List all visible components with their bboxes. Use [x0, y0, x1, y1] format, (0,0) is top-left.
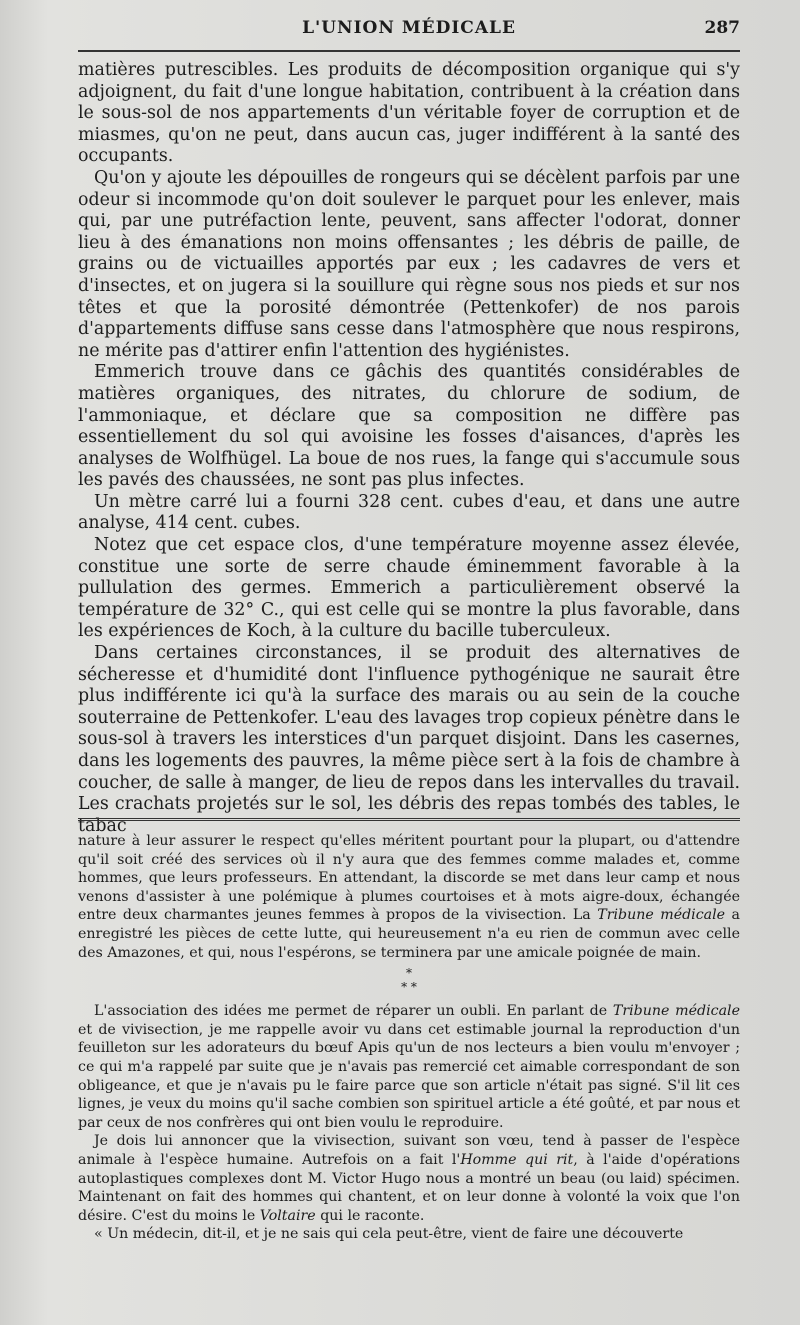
note-3-italic-2: Voltaire: [259, 1207, 316, 1224]
note-paragraph-4: « Un médecin, dit-il, et je ne sais qui cela peut-être, vient de faire une découverte: [94, 1226, 684, 1243]
paragraph-6: Dans certaines circonstances, il se produit des alternatives de sécheresse et d'humidité dont l'influence pythogénique ne saurait être plus indifférente ici qu'à la surface des marais ou au sein de la couche souterraine de Pettenkofer. L'eau des lavages trop copieux pénètre dans le sous-sol à travers les interstices d'un parquet disjoint. Dans les casernes, dans les logements des pauvres, la même pièce sert à la fois de chambre à coucher, de salle à manger, de lieu de repos dans les intervalles du travail. Les crachats projetés sur le sol, les débris des repas tombés des tables, le tabac: [78, 643, 740, 836]
paragraph-3: Emmerich trouve dans ce gâchis des quantités considérables de matières organiques, des nitrates, du chlorure de sodium, de l'ammoniaque, et déclare que sa composition ne diffère pas essentiellement du sol qui avoisine les fosses d'aisances, d'après les analyses de Wolfhügel. La boue de nos rues, la fange qui s'accumule sous les pavés des chaussées, ne sont pas plus infectes.: [78, 362, 740, 491]
note-3-italic-1: Homme qui rit: [460, 1151, 574, 1168]
paragraph-1: matières putrescibles. Les produits de décomposition organique qui s'y adjoignent, du fait d'une longue habitation, contribuent à la création dans le sous-sol de nos appartements d'un véritable foyer de corruption et de miasmes, qu'on ne peut, dans aucun cas, juger indifférent à la santé des occupants.: [78, 60, 740, 167]
feuilleton-text: [78, 832, 740, 1244]
header-rule: [78, 50, 740, 52]
page-number: 287: [704, 18, 740, 38]
main-text: [78, 60, 740, 837]
note-paragraph-3: [78, 1132, 740, 1225]
note-3-text-b: , à l'aide d'opérations autoplastiques complexes dont M. Victor Hugo nous a montré un beau (ou laid) spécimen. Maintenant on fait des hommes qui chantent, et on leur donne à volonté la voix que l'on désire. C'est du moins le: [78, 1151, 740, 1224]
note-2-text-b: et de vivisection, je me rappelle avoir vu dans cet estimable journal la reproduction d'un feuilleton sur les adorateurs du bœuf Apis qu'un de nos lecteurs a bien voulu m'envoyer ; ce qui m'a rappelé par suite que je n'avais pas remercié cet aimable correspondant de son obligeance, et que je n'avais pu le faire parce que son article n'était pas signé. S'il lit ces lignes, je veux du moins qu'il sache combien son spirituel article a été goûté, et par nous et par ceux de nos confrères qui ont bien voulu le reproduire.: [78, 1021, 740, 1131]
paragraph-5: Notez que cet espace clos, d'une température moyenne assez élevée, constitue une sorte de serre chaude éminemment favorable à la pullulation des germes. Emmerich a particulièrement observé la température de 32° C., qui est celle qui se montre la plus favorable, dans les expériences de Koch, à la culture du bacille tuberculeux.: [78, 535, 740, 642]
page-header: [78, 18, 740, 44]
paragraph-4: Un mètre carré lui a fourni 328 cent. cubes d'eau, et dans une autre analyse, 414 cent. cubes.: [78, 491, 740, 534]
note-2-italic: Tribune médicale: [612, 1003, 740, 1020]
asterism-separator: [78, 966, 740, 994]
feuilleton-rule: [78, 818, 740, 824]
running-title: L'UNION MÉDICALE: [302, 18, 516, 38]
note-2-text-a: L'association des idées me permet de réparer un oubli. En parlant de: [94, 1003, 613, 1020]
note-1-text-b: a enregistré les pièces de cette lutte, qui heureusement n'a eu rien de commun avec celle des Amazones, et qui, nous l'espérons, se terminera par une amicale poignée de main.: [78, 907, 740, 961]
note-1-text-a: nature à leur assurer le respect qu'elles méritent pourtant pour la plupart, ou d'attendre qu'il soit créé des services où il n'y aura que des femmes comme malades et, comme hommes, que leurs professeurs. En attendant, la discorde se met dans leur camp et nous venons d'assister à une polémique à plumes courtoises et à mots aigre-doux, échangée entre deux charmantes jeunes femmes à propos de la vivisection. La: [78, 833, 740, 924]
note-paragraph-2: [78, 1002, 740, 1132]
note-1-italic: Tribune médicale: [597, 907, 726, 924]
paragraph-2: Qu'on y ajoute les dépouilles de rongeurs qui se décèlent parfois par une odeur si incommode qu'on doit soulever le parquet pour les enlever, mais qui, par une putréfaction lente, peuvent, sans affecter l'odorat, donner lieu à des émanations non moins offensantes ; les débris de paille, de grains ou de victuailles apportés par eux ; les cadavres de vers et d'insectes, et on jugera si la souillure qui règne sous nos pieds et sur nos têtes et que la porosité démontrée (Pettenkofer) de nos parois d'appartements diffuse sans cesse dans l'atmosphère que nous respirons, ne mérite pas d'attirer enfin l'attention des hygiénistes.: [78, 167, 740, 361]
note-3-text-c: qui le raconte.: [315, 1207, 425, 1224]
asterism-bottom: * *: [401, 980, 417, 995]
asterism-top: *: [406, 966, 412, 981]
note-3-text-a: Je dois lui annoncer que la vivisection, suivant son vœu, tend à passer de l'espèce animale à l'espèce humaine. Autrefois on a fait l': [78, 1133, 740, 1168]
note-paragraph-1: [78, 832, 740, 962]
